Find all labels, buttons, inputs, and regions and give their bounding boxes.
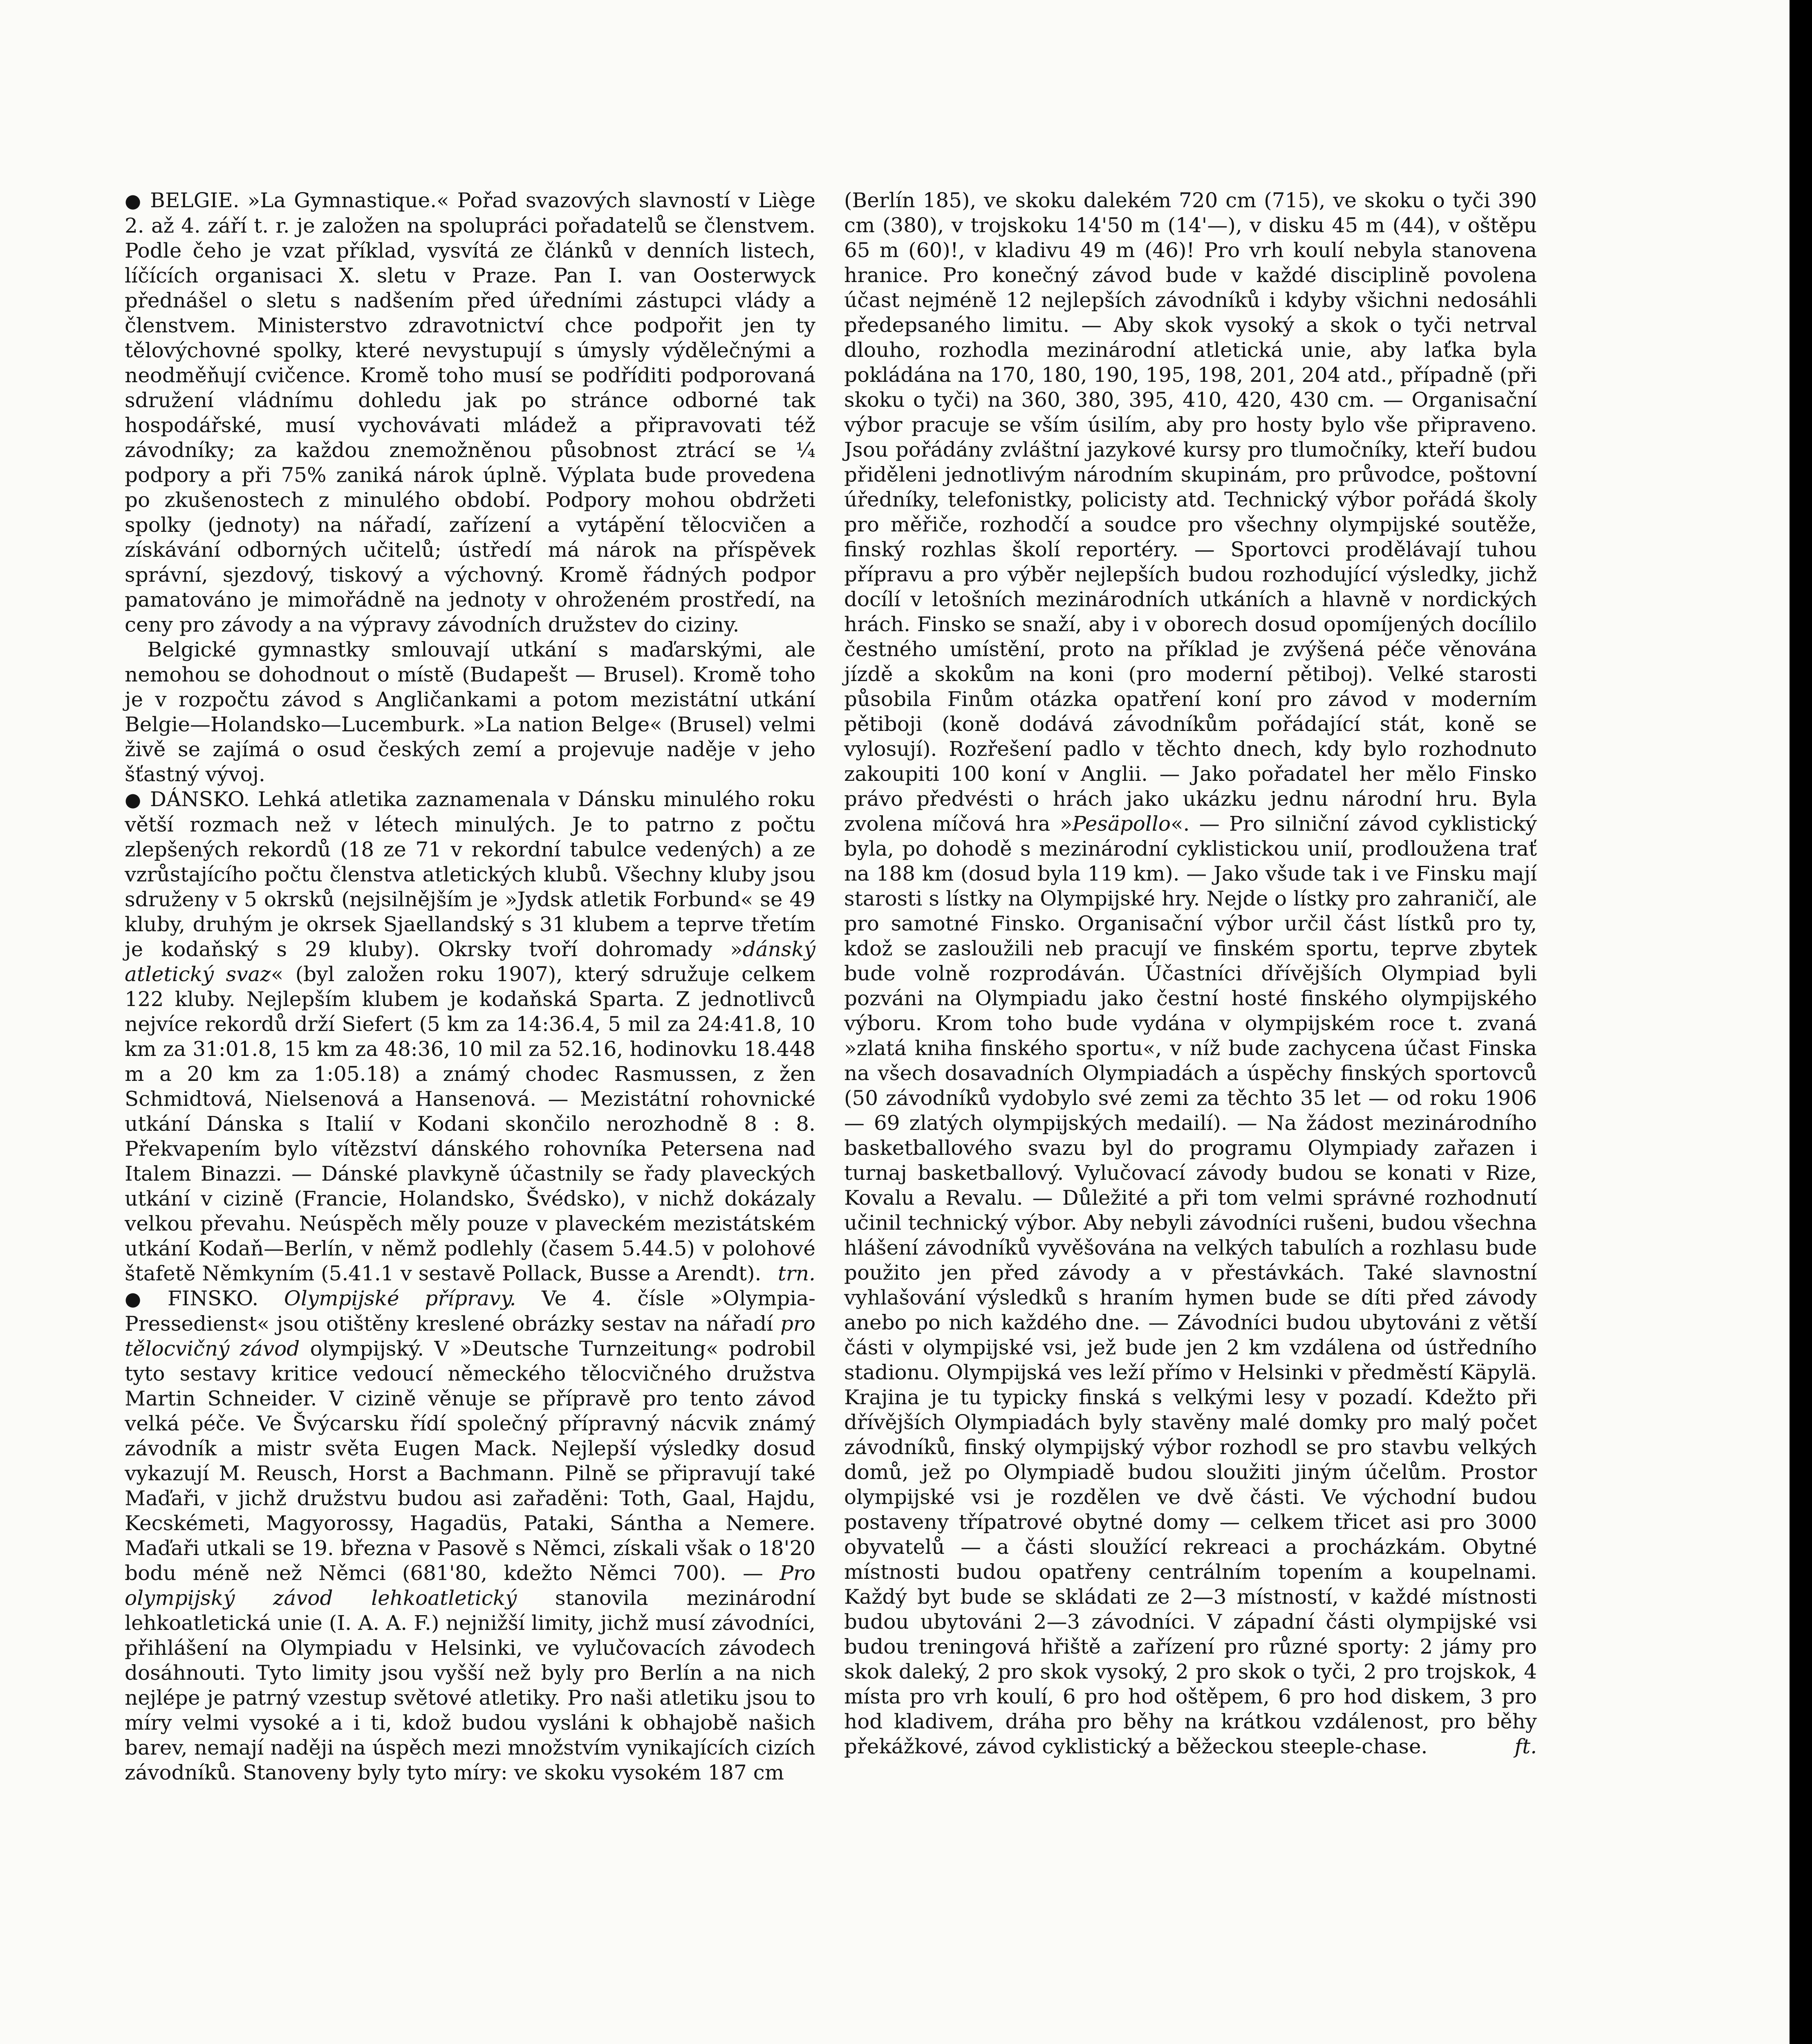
finsko-title: Olympijské přípravy. (284, 1286, 516, 1310)
finsko-emphasis-1: pro tělocvičný závod (125, 1312, 815, 1360)
finsko-heading: FINSKO. (167, 1286, 259, 1310)
right-text-a: (Berlín 185), ve skoku dalekém 720 cm (715), ve skoku o tyči 390 cm (380), v trojskoku 14'50 m (14'—), v disku 45 m (44), v oštěpu 65 m (60)!, v kladivu 49 m (46)! Pro vrh koulí nebyla stanovena hranice. Pro konečný závod bude v každé disciplině povolena účast nejméně 12 nejlepších závodníků i kdyby všichni nedosáhli předepsaného limitu. — Aby skok vysoký a skok o tyči netrval dlouho, rozhodla mezinárodní atletická unie, aby laťka byla pokládána na 170, 180, 190, 195, 198, 201, 204 atd., případně (při skoku o tyči) na 360, 380, 395, 410, 420, 430 cm. — Organisační výbor pracuje se vším úsilím, aby pro hosty bylo vše připraveno. Jsou pořádány zvláštní jazykové kursy pro tlumočníky, kteří budou přiděleni jednotlivým národním skupinám, pro průvodce, poštovní úředníky, telefonistky, policisty atd. Technický výbor pořádá školy pro měřiče, rozhodčí a soudce pro všechny olympijské soutěže, finský rozhlas školí reportéry. — Sportovci prodělávají tuhou přípravu a pro výběr nejlepších budou rozhodující výsledky, jichž docílí v letošních mezinárodních utkáních a hlavně v nordických hrách. Finsko se snaží, aby i v oborech dosud opomíjených docílilo čestného umístění, proto na příklad je zvýšená péče věnována jízdě a skokům na koni (pro moderní pětiboj). Velké starosti působila Finům otázka opatření koní pro závod v moderním pětiboji (koně dodává závodníkům pořádající stát, koně se vylosují). Rozřešení padlo v těchto dnech, kdy bylo rozhodnuto zakoupiti 100 koní v Anglii. — Jako pořadatel her mělo Finsko právo předvésti o hrách jako ukázku jednu národní hru. Byla zvolena míčová hra » (844, 188, 1537, 836)
dansko-text-b: « (byl založen roku 1907), který sdružuje celkem 122 kluby. Nejlepším klubem je kodaňská Sparta. Z jednotlivců nejvíce rekordů drží Siefert (5 km za 14:36.4, 5 mil za 24:41.8, 10 km za 31:01.8, 15 km za 48:36, 10 mil za 52.16, hodinovku 18.448 m a 20 km za 1:05.18) a známý chodec Rasmussen, z žen Schmidtová, Nielsenová a Hansenová. — Mezistátní rohovnické utkání Dánska s Italií v Kodani skončilo nerozhodně 8 : 8. Překvapením bylo vítězství dánského rohovníka Petersena nad Italem Binazzi. — Dánské plavkyně účastnily se řady plaveckých utkání v cizině (Francie, Holandsko, Švédsko), v nichž dokázaly velkou převahu. Neúspěch měly pouze v plaveckém mezistátském utkání Kodaň—Berlín, v němž podlehly (časem 5.44.5) v polohové štafetě Němkyním (5.41.1 v sestavě Pollack, Busse a Arendt). (125, 962, 815, 1285)
dansko-emphasis: dánský atletický svaz (125, 937, 815, 986)
finsko-emphasis-2: Pro olympijský závod lehkoatletický (125, 1561, 815, 1610)
finsko-signature: ft. (1514, 1735, 1537, 1758)
section-belgie (125, 188, 815, 637)
section-finsko (125, 1286, 815, 1785)
belgie-paragraph-2: Belgické gymnastky smlouvají utkání s maďarskými, ale nemohou se dohodnout o místě (Budapešt — Brusel). Kromě toho je v rozpočtu závod s Angličankami a potom mezistátní utkání Belgie—Holandsko—Lucemburk. »La nation Belge« (Brusel) velmi živě se zajímá o osud českých zemí a projevuje naděje v jeho šťastný vývoj. (125, 638, 815, 786)
belgie-heading: BELGIE. (150, 188, 240, 212)
finsko-text-b: olympijský. V »Deutsche Turnzeitung« podrobil tyto sestavy kritice vedoucí německého tělocvičného družstva Martin Schneider. V cizině věnuje se přípravě pro tento závod velká péče. Ve Švýcarsku řídí společný přípravný nácvik známý závodník a mistr světa Eugen Mack. Nejlepší výsledky dosud vykazují M. Reusch, Horst a Bachmann. Pilně se připravují také Maďaři, v jichž družstvu budou asi zařaděni: Toth, Gaal, Hajdu, Kecskémeti, Magyorossy, Hagadüs, Pataki, Sántha a Nemere. Maďaři utkali se 19. března v Pasově s Němci, získali však o 18'20 bodu méně než Němci (681'80, kdežto Němci 700). — (125, 1337, 815, 1585)
left-column (125, 188, 815, 1785)
dansko-heading: DÁNSKO. (150, 787, 250, 811)
right-text-b: «. — Pro silniční závod cyklistický byla, po dohodě s mezinárodní cyklistickou unií, prodloužena trať na 188 km (dosud byla 119 km). — Jako všude tak i ve Finsku mají starosti s lístky na Olympijské hry. Nejde o lístky pro zahraničí, ale pro samotné Finsko. Organisační výbor určil část lístků pro ty, kdož se zasloužili neb pracují ve finském sportu, teprve zbytek bude volně rozprodáván. Účastníci dřívějších Olympiad byli pozváni na Olympiadu jako čestní hosté finského olympijského výboru. Krom toho bude vydána v olympijském roce t. zvaná »zlatá kniha finského sportu«, v níž bude zachycena účast Finska na všech dosavadních Olympiadách a úspěchy finských sportovců (50 závodníků vydobylo své zemi za těchto 35 let — od roku 1906 — 69 zlatých olympijských medailí). — Na žádost mezinárodního basketballového svazu byl do programu Olympiady zařazen i turnaj basketballový. Vylučovací závody budou se konati v Rize, Kovalu a Revalu. — Důležité a při tom velmi správné rozhodnutí učinil technický výbor. Aby nebyli závodníci rušeni, budou všechna hlášení závodníků vyvěšována na velkých tabulích a rozhlasu bude použito jen před závody a v přestávkách. Také slavnostní vyhlašování výsledků s hraním hymen bude se díti před závody anebo po nich každého dne. — Závodníci budou ubytováni z větší části v olympijské vsi, jež bude jen 2 km vzdálena od ústředního stadionu. Olympijská ves leží přímo v Helsinki v předměstí Käpylä. Krajina je tu typicky finská s velkými lesy v pozadí. Kdežto při dřívějších Olympiadách byly stavěny malé domky pro malý počet závodníků, finský olympijský výbor rozhodl se pro stavbu velkých domů, jež po Olympiadě budou sloužiti jiným účelům. Prostor olympijské vsi je rozdělen ve dvě části. Ve východní budou postaveny třípatrové obytné domy — celkem třicet asi pro 3000 obyvatelů — a části sloužící rekreaci a procházkám. Obytné místnosti budou opatřeny centrálním topením a koupelnami. Každý byt bude se skládati ze 2—3 místností, v každé místnosti budou ubytováni 2—3 závodníci. V západní části olympijské vsi budou treningová hřiště a zařízení pro různé sporty: 2 jámy pro skok daleký, 2 pro skok vysoký, 2 pro skok o tyči, 2 pro trojskok, 4 místa pro vrh koulí, 6 pro hod oštěpem, 6 pro hod diskem, 3 pro hod kladivem, dráha pro běhy na krátkou vzdálenost, pro běhy překážkové, závod cyklistický a běžeckou steeple-chase. (844, 812, 1537, 1758)
bullet-icon: ● (125, 789, 143, 811)
section-dansko (125, 787, 815, 1286)
scan-edge (1790, 0, 1812, 2044)
dansko-signature: trn. (777, 1262, 815, 1285)
right-column (844, 188, 1537, 1759)
right-emphasis: Pesäpollo (1072, 812, 1171, 836)
finsko-continuation (844, 188, 1537, 1759)
bullet-icon: ● (125, 190, 143, 212)
bullet-icon: ● (125, 1288, 160, 1310)
dansko-text-a: Lehká atletika zaznamenala v Dánsku minulého roku větší rozmach než v létech minulých. Je to patrno z počtu zlepšených rekordů (18 ze 71 v rekordní tabulce vedených) a ze vzrůstajícího počtu členstva atletických klubů. Všechny kluby jsou sdruženy v 5 okrsků (nejsilnějším je »Jydsk atletik Forbund« se 49 kluby, druhým je okrsek Sjaellandský s 31 klubem a teprve třetím je kodaňský s 29 kluby). Okrsky tvoří dohromady » (125, 787, 815, 961)
belgie-paragraph-1: »La Gymnastique.« Pořad svazových slavností v Liège 2. až 4. září t. r. je založen na spolupráci pořadatelů se členstvem. Podle čeho je vzat příklad, vysvítá ze článků v denních listech, líčících organisaci X. sletu v Praze. Pan I. van Oosterwyck přednášel o sletu s nadšením před úředními zástupci vlády a členstvem. Ministerstvo zdravotnictví chce podpořit jen ty tělovýchovné spolky, které nevystupují s úmysly výdělečnými a neodměňují cvičence. Kromě toho musí se podříditi podporovaná sdružení vládnímu dohledu jak po stránce odborné tak hospodářské, musí vychovávati mládež a připravovati též závodníky; za každou znemožněnou působnost ztrácí se ¼ podpory a při 75% zaniká nárok úplně. Výplata bude provedena po zkušenostech z minulého období. Podpory mohou obdržeti spolky (jednoty) na nářadí, zařízení a vytápění tělocvičen a získávání odborných učitelů; ústředí má nárok na příspěvek správní, sjezdový, tiskový a výchovný. Kromě řádných podpor pamatováno je mimořádně na jednoty v ohroženém prostředí, na ceny pro závody a na výpravy závodních družstev do ciziny. (125, 188, 815, 637)
finsko-text-a: Ve 4. čísle »Olympia-Pressedienst« jsou otištěny kreslené obrázky sestav na nářadí (125, 1286, 815, 1336)
finsko-text-c: stanovila mezinárodní lehkoatletická unie (I. A. A. F.) nejnižší limity, jichž musí závodníci, přihlášení na Olympiadu v Helsinki, ve vylučovacích závodech dosáhnouti. Tyto limity jsou vyšší než byly pro Berlín a na nich nejlépe je patrný vzestup světové atletiky. Pro naši atletiku jsou to míry velmi vysoké a i ti, kdož budou vysláni k obhajobě našich barev, nemají naději na úspěch mezi množstvím vynikajících cizích závodníků. Stanoveny byly tyto míry: ve skoku vysokém 187 cm (125, 1586, 815, 1784)
